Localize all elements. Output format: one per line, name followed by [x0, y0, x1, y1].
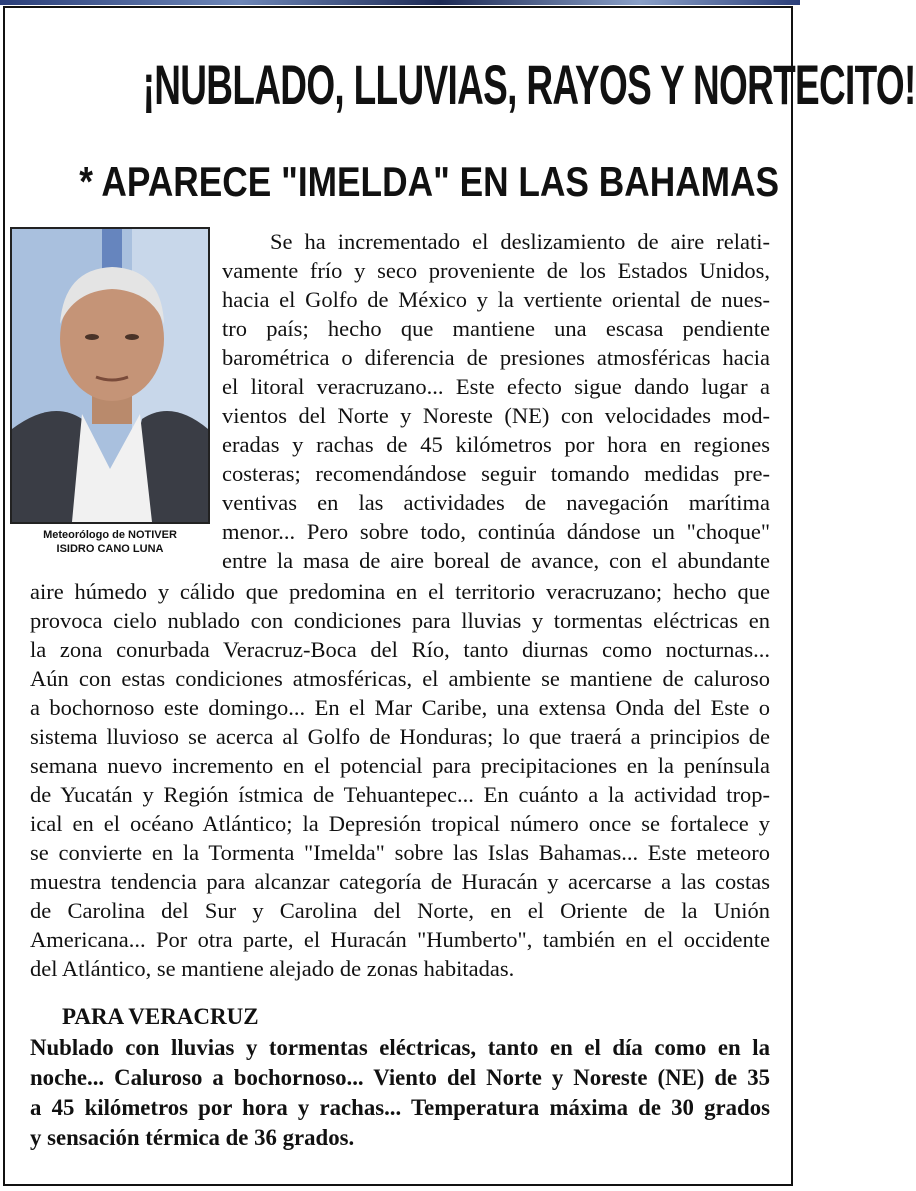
forecast-line: noche... Caluroso a bochornoso... Viento del Norte y Noreste (NE) de 35 — [30, 1065, 770, 1090]
forecast-line: a 45 kilómetros por hora y rachas... Temperatura máxima de 30 grados — [30, 1095, 770, 1120]
subheadline: * APARECE "IMELDA" EN LAS BAHAMAS — [79, 158, 780, 205]
author-photo — [10, 227, 210, 524]
body-line: menor... Pero sobre todo, continúa dándose un "choque" — [222, 519, 770, 544]
body-line: Se ha incrementado el deslizamiento de aire relati- — [270, 229, 770, 254]
body-line: vamente frío y seco proveniente de los Estados Unidos, — [222, 258, 770, 283]
body-line: semana nuevo incremento en el potencial para precipitaciones en la península — [30, 753, 770, 778]
body-line: de Yucatán y Región ístmica de Tehuantepec... En cuánto a la actividad trop- — [30, 782, 770, 807]
body-line: vientos del Norte y Noreste (NE) con velocidades mod- — [222, 403, 770, 428]
body-line: Americana... Por otra parte, el Huracán "Humberto", también en el occidente — [30, 927, 770, 952]
forecast-line: y sensación térmica de 36 grados. — [30, 1125, 355, 1150]
body-line: aire húmedo y cálido que predomina en el territorio veracruzano; hecho que — [30, 579, 770, 604]
body-line: Aún con estas condiciones atmosféricas, el ambiente se mantiene de caluroso — [30, 666, 770, 691]
body-line: eradas y rachas de 45 kilómetros por hora en regiones — [222, 432, 770, 457]
body-line: entre la masa de aire boreal de avance, con el abundante — [222, 548, 770, 573]
body-line: sistema lluvioso se acerca al Golfo de Honduras; lo que traerá a principios de — [30, 724, 770, 749]
photo-caption — [10, 528, 210, 556]
body-line: costeras; recomendándose seguir tomando medidas pre- — [222, 461, 770, 486]
body-line: de Carolina del Sur y Carolina del Norte, en el Oriente de la Unión — [30, 898, 770, 923]
photo-caption-name: ISIDRO CANO LUNA — [56, 543, 164, 555]
body-line: la zona conurbada Veracruz-Boca del Río, tanto diurnas como nocturnas... — [30, 637, 770, 662]
body-line: se convierte en la Tormenta "Imelda" sobre las Islas Bahamas... Este meteoro — [30, 840, 770, 865]
body-line: ventivas en las actividades de navegación marítima — [222, 490, 770, 515]
photo-caption-title: Meteorólogo de NOTIVER — [43, 529, 177, 541]
body-line: hacia el Golfo de México y la vertiente oriental de nues- — [222, 287, 770, 312]
forecast-title: PARA VERACRUZ — [62, 1004, 259, 1029]
author-portrait-image — [12, 229, 208, 522]
body-line: tro país; hecho que mantiene una escasa pendiente — [222, 316, 770, 341]
body-line: muestra tendencia para alcanzar categoría de Huracán y acercarse a las costas — [30, 869, 770, 894]
body-line: provoca cielo nublado con condiciones para lluvias y tormentas eléctricas en — [30, 608, 770, 633]
body-line: ical en el océano Atlántico; la Depresión tropical número once se fortalece y — [30, 811, 770, 836]
body-line: barométrica o diferencia de presiones atmosféricas hacia — [222, 345, 770, 370]
forecast-line: Nublado con lluvias y tormentas eléctricas, tanto en el día como en la — [30, 1035, 770, 1060]
top-color-strip — [0, 0, 800, 5]
headline: ¡NUBLADO, LLUVIAS, RAYOS Y NORTECITO! — [142, 53, 916, 116]
body-line: del Atlántico, se mantiene alejado de zonas habitadas. — [30, 956, 515, 981]
body-line: el litoral veracruzano... Este efecto sigue dando lugar a — [222, 374, 770, 399]
body-line: a bochornoso este domingo... En el Mar Caribe, una extensa Onda del Este o — [30, 695, 770, 720]
